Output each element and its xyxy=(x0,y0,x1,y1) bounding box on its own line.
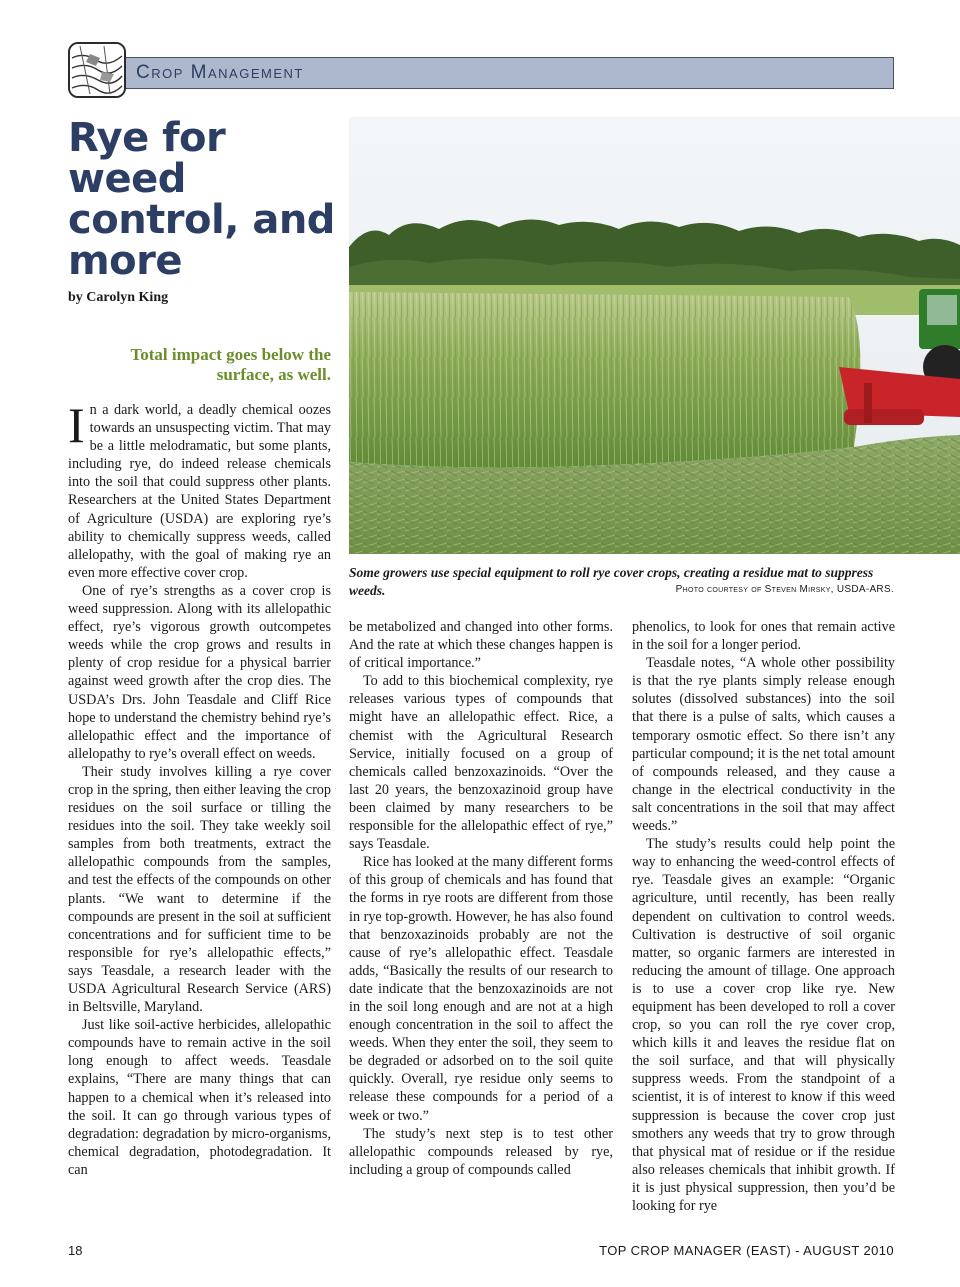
rye-field-photo xyxy=(349,117,960,554)
article-byline: by Carolyn King xyxy=(68,290,169,305)
paragraph: To add to this biochemical complexity, rye releases various types of compounds that might have an allelopathic effect. Rice, a chemist with the Agricultural Research Service, initially focused on a group of chemicals called benzoxazinoids. “Over the last 20 years, the benzoxazinoid group have been claimed by many researchers to be responsible for the allelopathic effect of rye,” says Teasdale. xyxy=(349,673,613,853)
paragraph: Teasdale notes, “A whole other possibility is that the rye plants simply release enough solutes (dissolved substances) into the soil that there is a pulse of salts, which causes a temporary osmotic effect. So there isn’t any particular compound; it is the net total amount of compounds released, and they cause a change in the electrical conductivity in the salt concentrations in the soil that may affect weeds.” xyxy=(632,655,895,835)
paragraph-text: n a dark world, a deadly chemical oozes towards an unsuspecting victim. That may be a little melodramatic, but some plants, including rye, do indeed release chemicals into the soil that could suppress other plants. Researchers at the United States Department of Agriculture (USDA) are exploring rye’s ability to chemically suppress weeds, called allelopathy, with the goal of making rye an even more effective cover crop. xyxy=(68,402,331,581)
page-number: 18 xyxy=(68,1243,83,1258)
paragraph: One of rye’s strengths as a cover crop is weed suppression. Along with its allelopathic effect, rye’s vigorous growth outcompetes weeds while the crop grows and results in plenty of crop residue for a physical barrier against weed growth after the crop dies. The USDA’s Drs. John Teasdale and Cliff Rice hope to understand the chemistry behind rye’s allelopathic effect and the importance of allelopathy to rye’s overall effect on weeds. xyxy=(68,582,331,762)
field-map-icon xyxy=(68,42,126,98)
article-column-2 xyxy=(349,618,613,1179)
paragraph: be metabolized and changed into other forms. And the rate at which these changes happen is of critical importance.” xyxy=(349,619,613,672)
paragraph: The study’s results could help point the way to enhancing the weed-control effects of rye. Teasdale gives an example: “Organic agriculture, until recently, has been really dependent on cultivation to control weeds. Cultivation is destructive of soil organic matter, so organic farmers are interested in reducing the amount of tillage. One approach is to use a cover crop like rye. New equipment has been developed to roll a cover crop, so you can roll the rye cover crop, which kills it and leaves the residue flat on the soil surface, and that will physically suppress weeds. From the standpoint of a scientist, it is of interest to know if this weed suppression is because the cover crop just smothers any weeds that try to grow through that physical mat of residue or if the residue also releases chemicals that inhibit growth. If it is just physical suppression, then you’d be looking for rye xyxy=(632,836,895,1214)
photo-caption: Some growers use special equipment to roll rye cover crops, creating a residue mat to suppress weeds. xyxy=(349,565,874,598)
article-deck: Total impact goes below the surface, as well. xyxy=(130,345,331,384)
paragraph: phenolics, to look for ones that remain active in the soil for a longer period. xyxy=(632,619,895,654)
article-title: Rye for weed control, and more xyxy=(68,115,335,284)
section-label: Crop Management xyxy=(136,62,304,83)
article-column-3 xyxy=(632,618,895,1215)
paragraph: The study’s next step is to test other allelopathic compounds released by rye, including a group of compounds called xyxy=(349,1125,613,1178)
paragraph: Just like soil-active herbicides, allelopathic compounds have to remain active in the soil long enough to affect weeds. Teasdale explains, “There are many things that can happen to a chemical when it’s released into the soil. It can go through various types of degradation: degradation by micro-organisms, chemical degradation, photodegradation. It can xyxy=(68,1017,331,1178)
paragraph xyxy=(68,397,331,582)
photo-credit: Photo courtesy of Steven Mirsky, USDA-ARS. xyxy=(675,584,894,595)
paragraph: Their study involves killing a rye cover crop in the spring, then either leaving the crop residues on the soil surface or tilling the residues into the soil. They take weekly soil samples from both treatments, extract the allelopathic compounds from the samples, and test the effects of the compounds on other plants. “We want to determine if the compounds are present in the soil at sufficient concentrations and for sufficient time to be responsible for rye’s allelopathic effects,” says Teasdale, a research leader with the USDA Agricultural Research Service (ARS) in Beltsville, Maryland. xyxy=(68,763,331,1016)
paragraph: Rice has looked at the many different forms of this group of chemicals and has found that the forms in rye roots are different from those in rye top-growth. However, he has also found that benzoxazinoids probably are not the cause of rye’s allelopathic effect. Teasdale adds, “Basically the results of our research to date indicate that the benzoxazinoids are not in the soil long enough and are not at a high enough concentration in the soil to affect the weeds. When they enter the soil, they seem to be degraded or adsorbed on to the soil quite quickly. Overall, rye residue only seems to release these compounds for a period of a week or two.” xyxy=(349,854,613,1124)
drop-cap: I xyxy=(68,397,85,453)
article-column-1 xyxy=(68,397,331,1179)
publication-footer: TOP CROP MANAGER (EAST) - AUGUST 2010 xyxy=(599,1243,894,1258)
